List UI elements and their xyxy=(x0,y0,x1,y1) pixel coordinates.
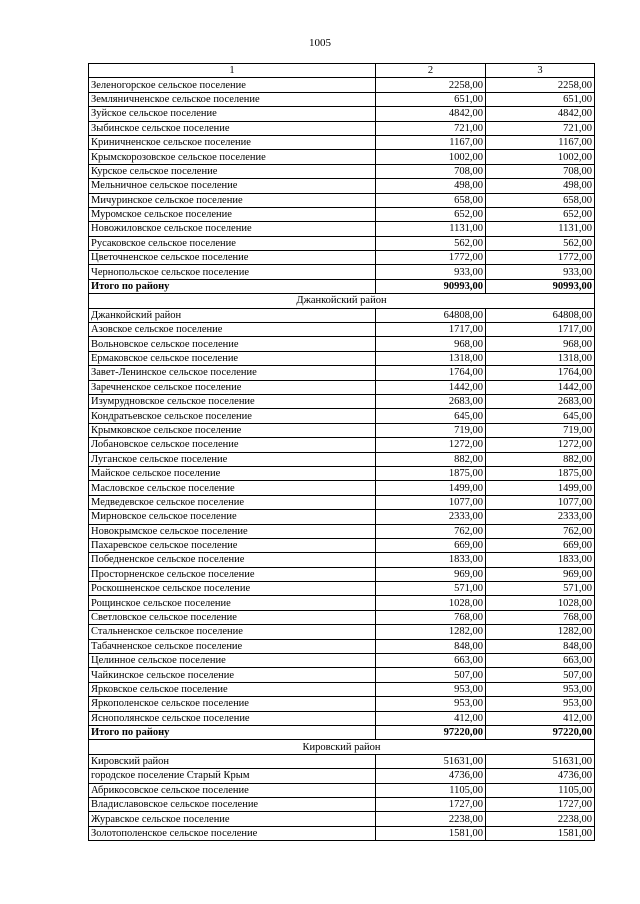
table-row xyxy=(89,452,595,466)
table-row xyxy=(89,236,595,250)
settlement-name-cell: Яркополенское сельское поселение xyxy=(89,697,376,711)
settlement-name-cell: Майское сельское поселение xyxy=(89,466,376,480)
settlement-name-cell: Кондратьевское сельское поселение xyxy=(89,409,376,423)
budget-table xyxy=(88,63,595,841)
settlement-name-cell: городское поселение Старый Крым xyxy=(89,769,376,783)
value-col3-cell: 1318,00 xyxy=(486,351,595,365)
table-row xyxy=(89,682,595,696)
settlement-name-cell: Кировский район xyxy=(89,754,376,768)
value-col2-cell: 412,00 xyxy=(376,711,486,725)
value-col3-cell: 762,00 xyxy=(486,524,595,538)
settlement-name-cell: Муромское сельское поселение xyxy=(89,207,376,221)
table-row xyxy=(89,812,595,826)
value-col3-cell: 97220,00 xyxy=(486,725,595,739)
table-header-row xyxy=(89,64,595,78)
settlement-name-cell: Зуйское сельское поселение xyxy=(89,107,376,121)
table-row xyxy=(89,495,595,509)
table-row xyxy=(89,567,595,581)
value-col2-cell: 1077,00 xyxy=(376,495,486,509)
settlement-name-cell: Победненское сельское поселение xyxy=(89,553,376,567)
table-row xyxy=(89,222,595,236)
table-row xyxy=(89,179,595,193)
table-row xyxy=(89,423,595,437)
value-col3-cell: 719,00 xyxy=(486,423,595,437)
value-col3-cell: 1875,00 xyxy=(486,466,595,480)
value-col2-cell: 2238,00 xyxy=(376,812,486,826)
value-col2-cell: 1131,00 xyxy=(376,222,486,236)
table-row xyxy=(89,610,595,624)
value-col3-cell: 1442,00 xyxy=(486,380,595,394)
value-col3-cell: 645,00 xyxy=(486,409,595,423)
settlement-name-cell: Заречненское сельское поселение xyxy=(89,380,376,394)
value-col3-cell: 652,00 xyxy=(486,207,595,221)
settlement-name-cell: Лобановское сельское поселение xyxy=(89,438,376,452)
value-col2-cell: 968,00 xyxy=(376,337,486,351)
settlement-name-cell: Табачненское сельское поселение xyxy=(89,639,376,653)
table-row xyxy=(89,582,595,596)
value-col2-cell: 1764,00 xyxy=(376,366,486,380)
value-col3-cell: 669,00 xyxy=(486,538,595,552)
settlement-name-cell: Курское сельское поселение xyxy=(89,164,376,178)
table-row xyxy=(89,783,595,797)
settlement-name-cell: Новожиловское сельское поселение xyxy=(89,222,376,236)
table-row xyxy=(89,639,595,653)
value-col2-cell: 1499,00 xyxy=(376,481,486,495)
section-title: Кировский район xyxy=(89,740,595,754)
value-col2-cell: 669,00 xyxy=(376,538,486,552)
settlement-name-cell: Крымковское сельское поселение xyxy=(89,423,376,437)
table-row xyxy=(89,351,595,365)
value-col2-cell: 651,00 xyxy=(376,92,486,106)
value-col3-cell: 708,00 xyxy=(486,164,595,178)
settlement-name-cell: Завет-Ленинское сельское поселение xyxy=(89,366,376,380)
settlement-name-cell: Итого по району xyxy=(89,725,376,739)
column-header-3: 3 xyxy=(486,64,595,78)
settlement-name-cell: Владиславовское сельское поселение xyxy=(89,797,376,811)
settlement-name-cell: Русаковское сельское поселение xyxy=(89,236,376,250)
value-col2-cell: 1727,00 xyxy=(376,797,486,811)
settlement-name-cell: Пахаревское сельское поселение xyxy=(89,538,376,552)
settlement-name-cell: Зеленогорское сельское поселение xyxy=(89,78,376,92)
value-col3-cell: 2683,00 xyxy=(486,394,595,408)
settlement-name-cell: Яснополянское сельское поселение xyxy=(89,711,376,725)
total-row xyxy=(89,279,595,293)
value-col3-cell: 969,00 xyxy=(486,567,595,581)
settlement-name-cell: Чайкинское сельское поселение xyxy=(89,668,376,682)
value-col2-cell: 652,00 xyxy=(376,207,486,221)
value-col3-cell: 1131,00 xyxy=(486,222,595,236)
value-col3-cell: 1077,00 xyxy=(486,495,595,509)
value-col2-cell: 933,00 xyxy=(376,265,486,279)
table-row xyxy=(89,150,595,164)
value-col2-cell: 969,00 xyxy=(376,567,486,581)
value-col2-cell: 1105,00 xyxy=(376,783,486,797)
value-col3-cell: 64808,00 xyxy=(486,308,595,322)
value-col2-cell: 4842,00 xyxy=(376,107,486,121)
value-col2-cell: 1581,00 xyxy=(376,826,486,840)
table-row xyxy=(89,625,595,639)
table-row xyxy=(89,797,595,811)
table-row xyxy=(89,654,595,668)
value-col3-cell: 721,00 xyxy=(486,121,595,135)
value-col2-cell: 719,00 xyxy=(376,423,486,437)
page-number: 1005 xyxy=(309,37,331,49)
section-header-row xyxy=(89,294,595,308)
value-col3-cell: 651,00 xyxy=(486,92,595,106)
settlement-name-cell: Журавское сельское поселение xyxy=(89,812,376,826)
table-row xyxy=(89,466,595,480)
settlement-name-cell: Земляничненское сельское поселение xyxy=(89,92,376,106)
value-col2-cell: 1442,00 xyxy=(376,380,486,394)
value-col2-cell: 663,00 xyxy=(376,654,486,668)
value-col2-cell: 507,00 xyxy=(376,668,486,682)
settlement-name-cell: Изумрудновское сельское поселение xyxy=(89,394,376,408)
table-row xyxy=(89,337,595,351)
value-col2-cell: 1717,00 xyxy=(376,323,486,337)
value-col3-cell: 1581,00 xyxy=(486,826,595,840)
value-col3-cell: 1272,00 xyxy=(486,438,595,452)
value-col3-cell: 571,00 xyxy=(486,582,595,596)
value-col3-cell: 882,00 xyxy=(486,452,595,466)
section-header-row xyxy=(89,740,595,754)
settlement-name-cell: Рощинское сельское поселение xyxy=(89,596,376,610)
value-col2-cell: 953,00 xyxy=(376,682,486,696)
table-row xyxy=(89,394,595,408)
settlement-name-cell: Криничненское сельское поселение xyxy=(89,135,376,149)
settlement-name-cell: Крымскорозовское сельское поселение xyxy=(89,150,376,164)
value-col2-cell: 1833,00 xyxy=(376,553,486,567)
value-col3-cell: 51631,00 xyxy=(486,754,595,768)
settlement-name-cell: Целинное сельское поселение xyxy=(89,654,376,668)
value-col3-cell: 1282,00 xyxy=(486,625,595,639)
table-row xyxy=(89,193,595,207)
settlement-name-cell: Стальненское сельское поселение xyxy=(89,625,376,639)
table-row xyxy=(89,121,595,135)
value-col2-cell: 953,00 xyxy=(376,697,486,711)
table-row xyxy=(89,510,595,524)
settlement-name-cell: Зыбинское сельское поселение xyxy=(89,121,376,135)
value-col3-cell: 1772,00 xyxy=(486,251,595,265)
settlement-name-cell: Цветочненское сельское поселение xyxy=(89,251,376,265)
value-col2-cell: 90993,00 xyxy=(376,279,486,293)
value-col2-cell: 498,00 xyxy=(376,179,486,193)
column-header-1: 1 xyxy=(89,64,376,78)
value-col3-cell: 2258,00 xyxy=(486,78,595,92)
value-col2-cell: 1272,00 xyxy=(376,438,486,452)
value-col3-cell: 562,00 xyxy=(486,236,595,250)
table-row xyxy=(89,135,595,149)
settlement-name-cell: Новокрымское сельское поселение xyxy=(89,524,376,538)
table-body xyxy=(89,64,595,841)
value-col2-cell: 64808,00 xyxy=(376,308,486,322)
value-col3-cell: 848,00 xyxy=(486,639,595,653)
value-col3-cell: 1028,00 xyxy=(486,596,595,610)
value-col3-cell: 953,00 xyxy=(486,682,595,696)
table-row xyxy=(89,107,595,121)
value-col3-cell: 1833,00 xyxy=(486,553,595,567)
settlement-name-cell: Чернопольское сельское поселение xyxy=(89,265,376,279)
table-row xyxy=(89,251,595,265)
total-row xyxy=(89,725,595,739)
value-col3-cell: 507,00 xyxy=(486,668,595,682)
value-col2-cell: 645,00 xyxy=(376,409,486,423)
value-col3-cell: 4842,00 xyxy=(486,107,595,121)
value-col2-cell: 4736,00 xyxy=(376,769,486,783)
value-col2-cell: 721,00 xyxy=(376,121,486,135)
value-col3-cell: 1167,00 xyxy=(486,135,595,149)
settlement-name-cell: Джанкойский район xyxy=(89,308,376,322)
settlement-name-cell: Мирновское сельское поселение xyxy=(89,510,376,524)
settlement-name-cell: Медведевское сельское поселение xyxy=(89,495,376,509)
value-col2-cell: 1282,00 xyxy=(376,625,486,639)
value-col3-cell: 2333,00 xyxy=(486,510,595,524)
value-col2-cell: 1318,00 xyxy=(376,351,486,365)
value-col3-cell: 1764,00 xyxy=(486,366,595,380)
value-col3-cell: 498,00 xyxy=(486,179,595,193)
value-col2-cell: 2258,00 xyxy=(376,78,486,92)
settlement-name-cell: Итого по району xyxy=(89,279,376,293)
settlement-name-cell: Ярковское сельское поселение xyxy=(89,682,376,696)
table-row xyxy=(89,380,595,394)
value-col2-cell: 1028,00 xyxy=(376,596,486,610)
table-row xyxy=(89,711,595,725)
value-col2-cell: 658,00 xyxy=(376,193,486,207)
value-col3-cell: 663,00 xyxy=(486,654,595,668)
value-col2-cell: 1002,00 xyxy=(376,150,486,164)
value-col2-cell: 1772,00 xyxy=(376,251,486,265)
settlement-name-cell: Вольновское сельское поселение xyxy=(89,337,376,351)
value-col2-cell: 762,00 xyxy=(376,524,486,538)
column-header-2: 2 xyxy=(376,64,486,78)
value-col2-cell: 97220,00 xyxy=(376,725,486,739)
value-col3-cell: 4736,00 xyxy=(486,769,595,783)
settlement-name-cell: Роскошненское сельское поселение xyxy=(89,582,376,596)
table-row xyxy=(89,481,595,495)
value-col3-cell: 1105,00 xyxy=(486,783,595,797)
settlement-name-cell: Мельничное сельское поселение xyxy=(89,179,376,193)
table-row xyxy=(89,92,595,106)
table-row xyxy=(89,769,595,783)
table-row xyxy=(89,754,595,768)
value-col3-cell: 768,00 xyxy=(486,610,595,624)
table-row xyxy=(89,596,595,610)
section-title: Джанкойский район xyxy=(89,294,595,308)
table-row xyxy=(89,826,595,840)
value-col2-cell: 562,00 xyxy=(376,236,486,250)
value-col2-cell: 1167,00 xyxy=(376,135,486,149)
value-col2-cell: 51631,00 xyxy=(376,754,486,768)
value-col3-cell: 658,00 xyxy=(486,193,595,207)
value-col2-cell: 2683,00 xyxy=(376,394,486,408)
value-col2-cell: 882,00 xyxy=(376,452,486,466)
table-row xyxy=(89,524,595,538)
value-col3-cell: 1002,00 xyxy=(486,150,595,164)
value-col2-cell: 2333,00 xyxy=(376,510,486,524)
settlement-name-cell: Золотополенское сельское поселение xyxy=(89,826,376,840)
table-row xyxy=(89,409,595,423)
settlement-name-cell: Луганское сельское поселение xyxy=(89,452,376,466)
value-col3-cell: 1499,00 xyxy=(486,481,595,495)
table-row xyxy=(89,366,595,380)
settlement-name-cell: Масловское сельское поселение xyxy=(89,481,376,495)
value-col2-cell: 571,00 xyxy=(376,582,486,596)
value-col2-cell: 768,00 xyxy=(376,610,486,624)
table-row xyxy=(89,438,595,452)
settlement-name-cell: Просторненское сельское поселение xyxy=(89,567,376,581)
table-row xyxy=(89,308,595,322)
value-col3-cell: 2238,00 xyxy=(486,812,595,826)
table-row xyxy=(89,538,595,552)
settlement-name-cell: Абрикосовское сельское поселение xyxy=(89,783,376,797)
value-col3-cell: 1717,00 xyxy=(486,323,595,337)
value-col3-cell: 90993,00 xyxy=(486,279,595,293)
table-row xyxy=(89,164,595,178)
value-col3-cell: 953,00 xyxy=(486,697,595,711)
value-col3-cell: 933,00 xyxy=(486,265,595,279)
table-row xyxy=(89,323,595,337)
table-row xyxy=(89,553,595,567)
table-row xyxy=(89,668,595,682)
settlement-name-cell: Мичуринское сельское поселение xyxy=(89,193,376,207)
settlement-name-cell: Ермаковское сельское поселение xyxy=(89,351,376,365)
value-col3-cell: 1727,00 xyxy=(486,797,595,811)
value-col3-cell: 968,00 xyxy=(486,337,595,351)
value-col2-cell: 708,00 xyxy=(376,164,486,178)
settlement-name-cell: Азовское сельское поселение xyxy=(89,323,376,337)
table-row xyxy=(89,207,595,221)
table-row xyxy=(89,78,595,92)
value-col2-cell: 848,00 xyxy=(376,639,486,653)
settlement-name-cell: Светловское сельское поселение xyxy=(89,610,376,624)
value-col2-cell: 1875,00 xyxy=(376,466,486,480)
table-row xyxy=(89,265,595,279)
value-col3-cell: 412,00 xyxy=(486,711,595,725)
table-row xyxy=(89,697,595,711)
